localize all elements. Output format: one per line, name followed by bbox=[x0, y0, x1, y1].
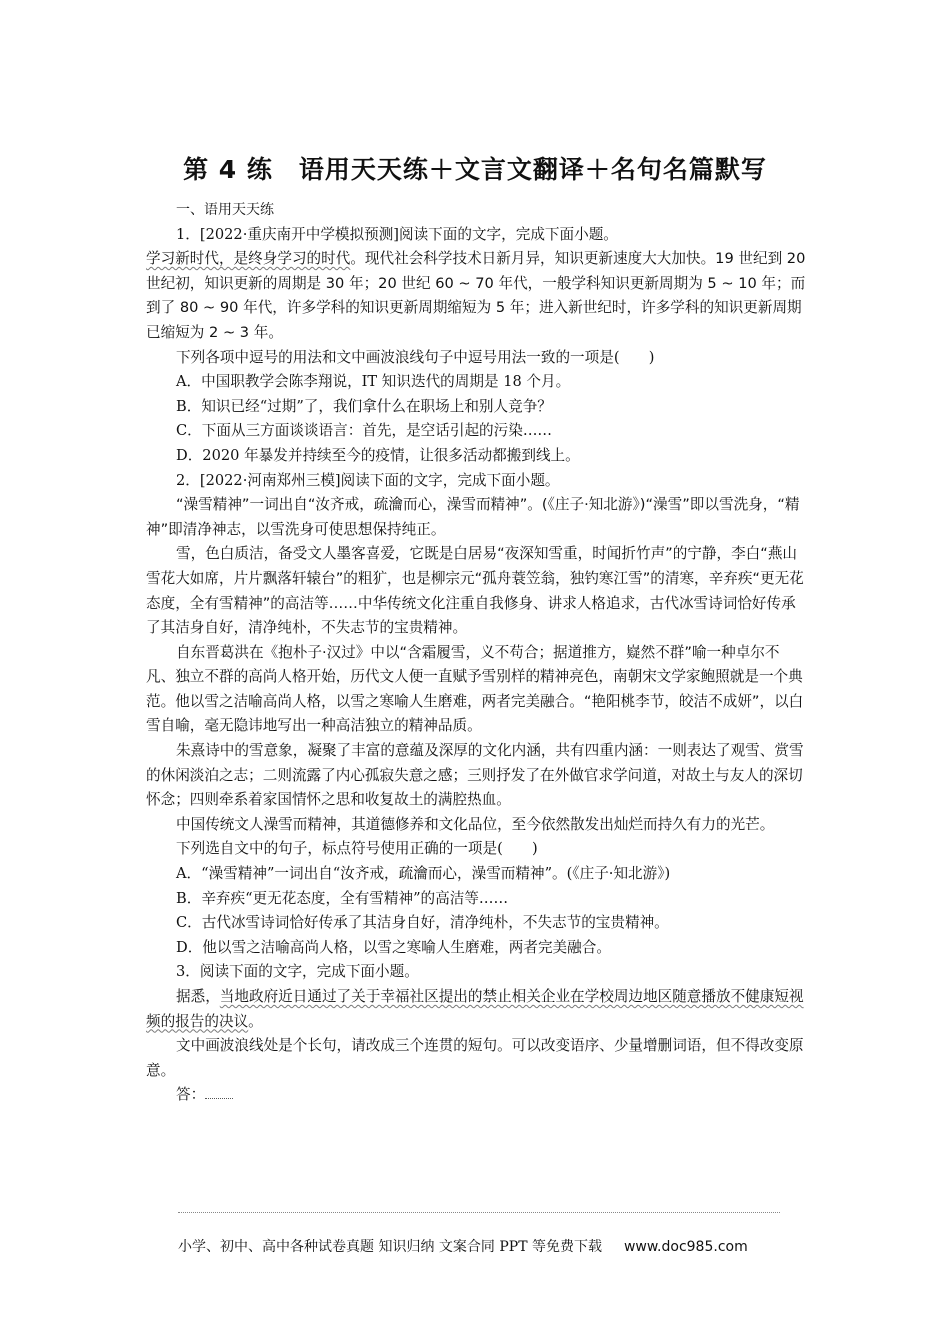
answer-blank[interactable] bbox=[205, 1088, 233, 1099]
footer-text: 小学、初中、高中各种试卷真题 知识归纳 文案合同 PPT 等免费下载 bbox=[178, 1239, 602, 1255]
q3-question: 文中画波浪线处是个长句，请改成三个连贯的短句。可以改变语序、少量增删词语，但不得改变原意。 bbox=[146, 1037, 804, 1079]
q2-question: 下列选自文中的句子，标点符号使用正确的一项是( ) bbox=[176, 840, 538, 858]
footer-site-link[interactable]: www.doc985.com bbox=[623, 1239, 748, 1255]
q3-answer-line bbox=[146, 1083, 808, 1108]
q2-option-c: C．古代冰雪诗词恰好传承了其洁身自好，清净纯朴，不失志节的宝贵精神。 bbox=[176, 914, 669, 932]
q1-passage-rest: 。现代社会科学技术日新月异，知识更新速度大大加快。19 世纪到 20 世纪初，知识更新的周期是 30 年；20 世纪 60 ~ 70 年代，一般学科知识更新周期为 5 ~ 10 年；而到了 80 ~ 90 年代，许多学科的知识更新周期缩短为 5 年；进入新世纪时，许多学科的知识更新周期已缩短为 2 ~ 3 年。 bbox=[146, 250, 806, 341]
section-heading: 一、语用天天练 bbox=[176, 202, 274, 218]
q2-option-d: D．他以雪之洁喻高尚人格，以雪之寒喻人生磨难，两者完美融合。 bbox=[176, 938, 611, 956]
q2-option-b: B．辛弃疾“更无花态度，全有雪精神”的高洁等…… bbox=[176, 889, 509, 907]
answer-label: 答： bbox=[176, 1086, 206, 1104]
q2-paragraph-2: 雪，色白质洁，备受文人墨客喜爱，它既是白居易“夜深知雪重，时闻折竹声”的宁静，李白“燕山雪花大如席，片片飘落轩辕台”的粗犷，也是柳宗元“孤舟蓑笠翁，独钓寒江雪”的清寒，辛弃疾“更无花态度，全有雪精神”的高洁等……中华传统文化注重自我修身、讲求人格追求，古代冰雪诗词恰好传承了其洁身自好，清净纯朴，不失志节的宝贵精神。 bbox=[146, 545, 804, 637]
q3-wavy-sentence: 当地政府近日通过了关于幸福社区提出的禁止相关企业在学校周边地区随意播放不健康短视频的报告的决议 bbox=[146, 988, 804, 1030]
q1-option-c: C．下面从三方面谈谈语言：首先，是空话引起的污染…… bbox=[176, 422, 553, 440]
q1-intro: 1．[2022·重庆南开中学模拟预测]阅读下面的文字，完成下面小题。 bbox=[176, 225, 618, 243]
q2-paragraph-3: 自东晋葛洪在《抱朴子·汉过》中以“含霜履雪，义不苟合；据道推方，嶷然不群”喻一种卓尔不凡、独立不群的高尚人格开始，历代文人便一直赋予雪别样的精神亮色，南朝宋文学家鲍照就是一个典范。他以雪之洁喻高尚人格，以雪之寒喻人生磨难，两者完美融合。“艳阳桃李节，皎洁不成妍”，以白雪自喻，毫无隐讳地写出一种高洁独立的精神品质。 bbox=[146, 643, 804, 735]
page-footer bbox=[178, 1236, 818, 1256]
footer-divider bbox=[178, 1212, 780, 1213]
q1-option-d: D．2020 年暴发并持续至今的疫情，让很多活动都搬到线上。 bbox=[176, 446, 580, 464]
q2-paragraph-4: 朱熹诗中的雪意象，凝聚了丰富的意蕴及深厚的文化内涵，共有四重内涵：一则表达了观雪、赏雪的休闲淡泊之志；二则流露了内心孤寂失意之感；三则抒发了在外做官求学问道，对故土与友人的深切怀念；四则牵系着家国情怀之思和收复故土的满腔热血。 bbox=[146, 742, 804, 809]
q2-paragraph-5: 中国传统文人澡雪而精神，其道德修养和文化品位，至今依然散发出灿烂而持久有力的光芒。 bbox=[176, 815, 775, 833]
q2-intro: 2．[2022·河南郑州三模]阅读下面的文字，完成下面小题。 bbox=[176, 471, 560, 489]
q2-option-a: A．“澡雪精神”一词出自“汝齐戒，疏瀹而心，澡雪而精神”。(《庄子·知北游》) bbox=[176, 865, 671, 883]
q3-passage-end: 。 bbox=[248, 1012, 263, 1030]
q1-passage bbox=[146, 247, 808, 345]
q3-intro: 3．阅读下面的文字，完成下面小题。 bbox=[176, 963, 419, 981]
q1-option-a: A．中国职教学会陈李翔说，IT 知识迭代的周期是 18 个月。 bbox=[176, 373, 571, 391]
q1-option-b: B．知识已经“过期”了，我们拿什么在职场上和别人竞争？ bbox=[176, 397, 552, 415]
q1-wavy-sentence: 学习新时代，是终身学习的时代 bbox=[146, 250, 351, 268]
q3-passage bbox=[146, 985, 808, 1034]
q1-question: 下列各项中逗号的用法和文中画波浪线句子中逗号用法一致的一项是( ) bbox=[176, 348, 655, 366]
page-title: 第 4 练 语用天天练＋文言文翻译＋名句名篇默写 bbox=[183, 155, 767, 184]
document-body bbox=[146, 198, 808, 1108]
q3-passage-lead: 据悉， bbox=[176, 988, 220, 1005]
q2-paragraph-1: “澡雪精神”一词出自“汝齐戒，疏瀹而心，澡雪而精神”。(《庄子·知北游》)“澡雪”即以雪洗身，“精神”即清净神志，以雪洗身可使思想保持纯正。 bbox=[146, 496, 800, 538]
